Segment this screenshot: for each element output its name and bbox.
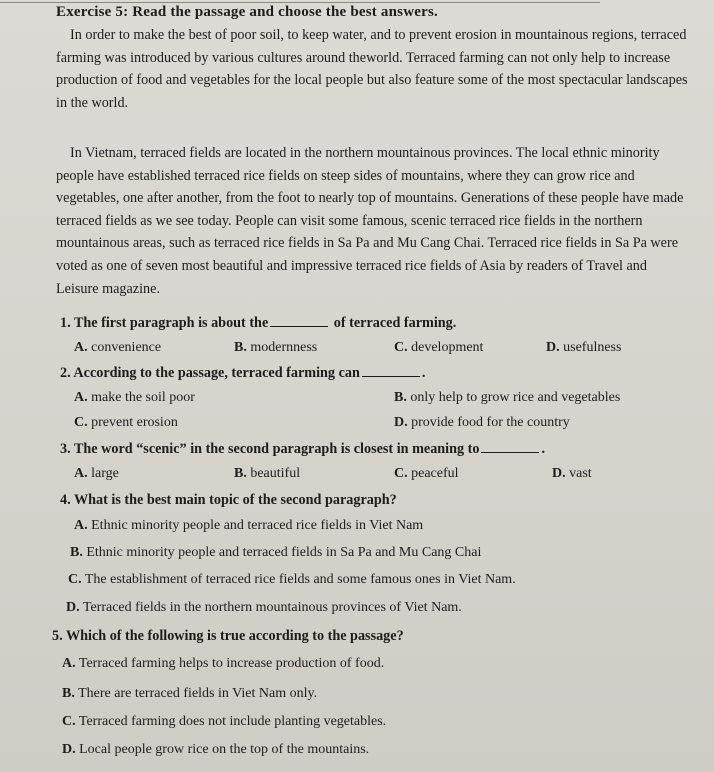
- option-letter: D.: [62, 742, 76, 757]
- option-letter: C.: [394, 466, 408, 481]
- option-text: only help to grow rice and vegetables: [410, 390, 621, 405]
- option-1b[interactable]: [234, 340, 317, 356]
- option-letter: A.: [74, 340, 88, 355]
- option-text: peaceful: [411, 466, 459, 481]
- option-text: usefulness: [563, 340, 622, 355]
- option-4d[interactable]: [66, 600, 462, 616]
- option-letter: B.: [234, 340, 247, 355]
- option-2b[interactable]: [394, 390, 620, 406]
- option-1d[interactable]: [546, 340, 621, 356]
- option-5a[interactable]: [62, 656, 384, 672]
- passage-paragraph-2: In Vietnam, terraced fields are located in the northern mountainous provinces. The local ethnic minority people have established terraced rice fields on steep sides of mountains, where they can grow rice and vegetables, one after another, from the foot to nearly top of mountains. Generations of these people have made terraced fields as we see today. People can visit some famous, scenic terraced rice fields in the northern mountainous areas, such as terraced rice fields in Sa Pa and Mu Cang Chai. Terraced rice fields in Sa Pa were voted as one of seven most beautiful and impressive terraced rice fields of Asia by readers of Travel and Leisure magazine.: [56, 145, 684, 297]
- option-5c[interactable]: [62, 714, 386, 730]
- passage-paragraph-1: In order to make the best of poor soil, to keep water, and to prevent erosion in mountainous regions, terraced farming was introduced by various cultures around theworld. Terraced farming can not only help to increase production of food and vegetables for the local people but also feature some of the most spectacular landscapes in the world.: [56, 27, 688, 111]
- option-letter: C.: [394, 340, 408, 355]
- option-letter: D.: [394, 415, 408, 430]
- option-letter: C.: [74, 415, 88, 430]
- option-text: large: [91, 466, 119, 481]
- option-1c[interactable]: [394, 340, 483, 356]
- option-2a[interactable]: [74, 390, 195, 406]
- option-text: Ethnic minority people and terraced rice fields in Viet Nam: [91, 518, 424, 533]
- option-4c[interactable]: [68, 572, 516, 588]
- question-text-end: of terraced farming.: [333, 315, 457, 331]
- option-2d[interactable]: [394, 415, 570, 431]
- answer-blank[interactable]: [362, 364, 420, 377]
- question-2: [60, 364, 425, 382]
- question-5: [52, 628, 404, 645]
- option-text: development: [411, 340, 484, 355]
- option-text: Terraced fields in the northern mountainous provinces of Viet Nam.: [82, 600, 462, 615]
- question-number: 1.: [60, 315, 71, 331]
- option-letter: B.: [70, 545, 83, 560]
- question-text: The word “scenic” in the second paragraph is closest in meaning to: [73, 441, 480, 457]
- top-rule: [0, 2, 600, 3]
- option-text: Ethnic minority people and terraced fields in Sa Pa and Mu Cang Chai: [86, 545, 482, 560]
- option-text: The establishment of terraced rice fields and some famous ones in Viet Nam.: [84, 572, 516, 587]
- exercise-title: Exercise 5: Read the passage and choose the best answers.: [56, 4, 438, 20]
- option-4a[interactable]: [74, 518, 423, 534]
- option-letter: B.: [394, 390, 407, 405]
- option-3c[interactable]: [394, 466, 459, 482]
- option-text: modernness: [250, 340, 318, 355]
- option-letter: B.: [234, 466, 247, 481]
- option-text: vast: [569, 466, 592, 481]
- option-3b[interactable]: [234, 466, 300, 482]
- option-text: Terraced farming does not include planting vegetables.: [78, 714, 387, 729]
- question-text-end: .: [421, 365, 426, 381]
- option-text: convenience: [91, 340, 162, 355]
- option-5d[interactable]: [62, 742, 369, 758]
- question-text: According to the passage, terraced farming can: [73, 365, 360, 381]
- question-number: 2.: [60, 365, 71, 381]
- option-1a[interactable]: [74, 340, 161, 356]
- question-3: [60, 440, 545, 458]
- option-text: prevent erosion: [91, 415, 178, 430]
- answer-blank[interactable]: [481, 440, 539, 453]
- question-number: 4.: [60, 492, 71, 508]
- option-text: make the soil poor: [91, 390, 195, 405]
- option-2c[interactable]: [74, 415, 178, 431]
- option-letter: C.: [62, 714, 76, 729]
- option-3a[interactable]: [74, 466, 119, 482]
- question-text-end: .: [541, 441, 546, 457]
- question-number: 3.: [60, 441, 71, 457]
- question-4: [60, 492, 397, 509]
- option-letter: D.: [66, 600, 80, 615]
- question-1: [60, 314, 456, 332]
- option-letter: B.: [62, 686, 75, 701]
- option-letter: D.: [546, 340, 560, 355]
- option-letter: A.: [74, 518, 88, 533]
- question-text: What is the best main topic of the second paragraph?: [73, 492, 397, 508]
- option-letter: D.: [552, 466, 566, 481]
- option-letter: A.: [74, 466, 88, 481]
- option-3d[interactable]: [552, 466, 592, 482]
- answer-blank[interactable]: [270, 314, 328, 327]
- option-text: There are terraced fields in Viet Nam only.: [78, 686, 318, 701]
- question-text: The first paragraph is about the: [73, 315, 269, 331]
- option-text: beautiful: [250, 466, 301, 481]
- option-letter: A.: [74, 390, 88, 405]
- option-5b[interactable]: [62, 686, 317, 702]
- option-letter: C.: [68, 572, 82, 587]
- option-text: provide food for the country: [411, 415, 570, 430]
- option-letter: A.: [62, 656, 76, 671]
- option-4b[interactable]: [70, 545, 481, 561]
- question-number: 5.: [52, 628, 63, 644]
- option-text: Terraced farming helps to increase production of food.: [78, 656, 385, 671]
- question-text: Which of the following is true according to the passage?: [65, 628, 404, 644]
- option-text: Local people grow rice on the top of the mountains.: [79, 742, 370, 757]
